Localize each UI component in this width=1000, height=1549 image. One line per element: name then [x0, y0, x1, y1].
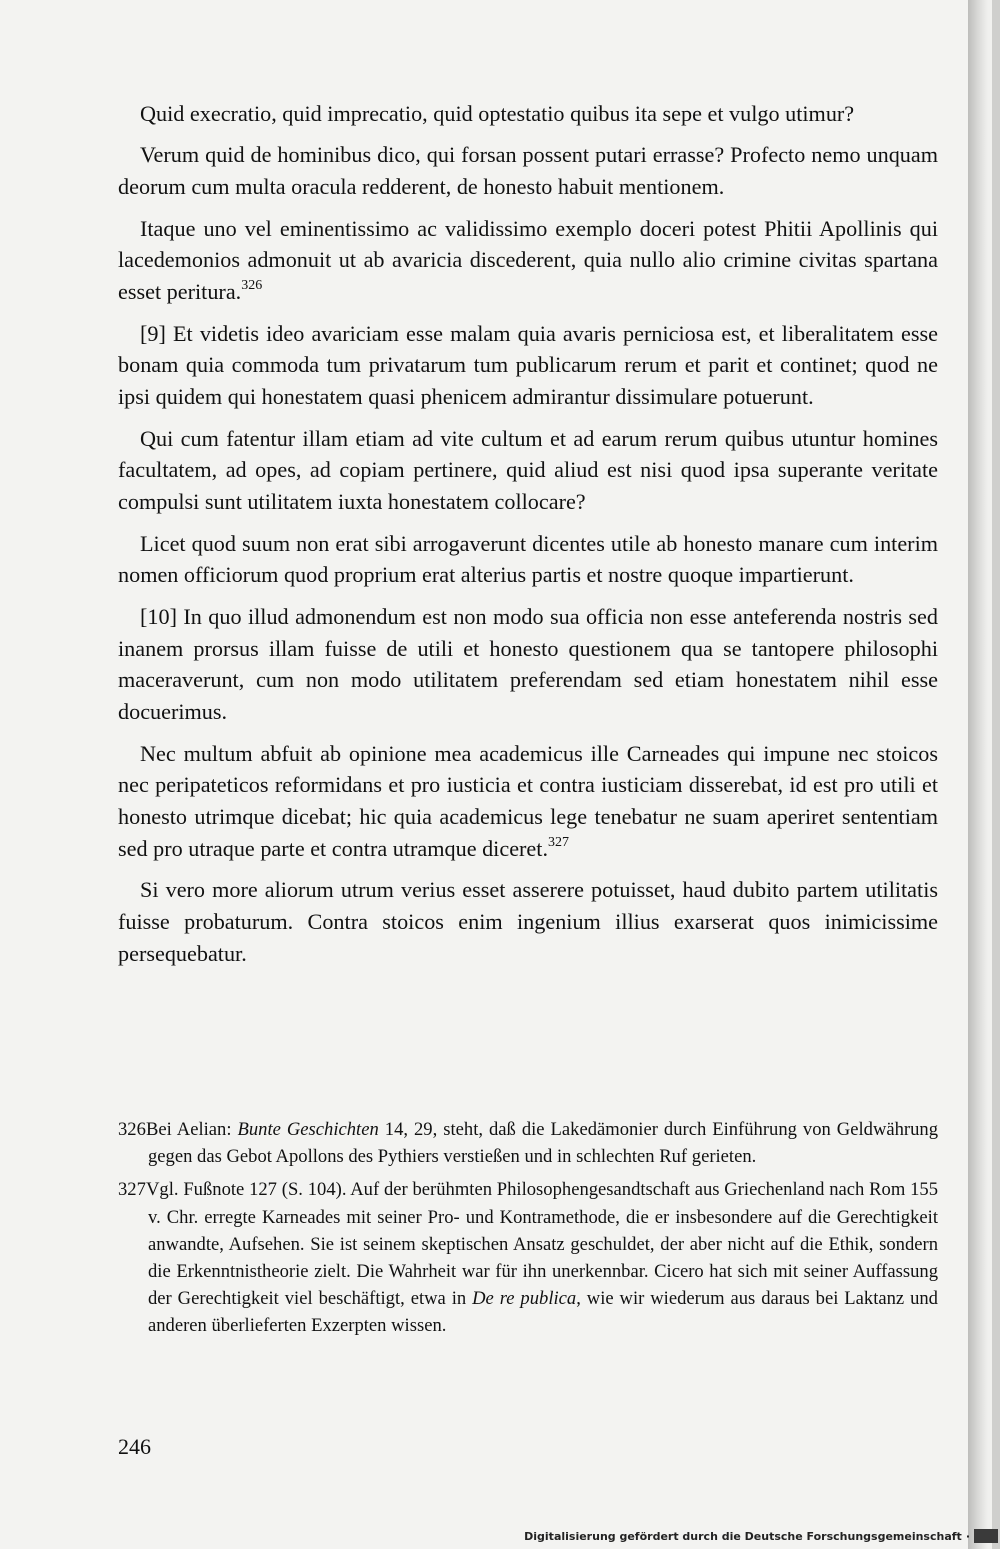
footnote-number: 327 — [118, 1179, 146, 1201]
page-number: 246 — [118, 1434, 151, 1459]
footnote — [118, 1116, 938, 1170]
paragraph-text: Qui cum fatentur illam etiam ad vite cultum et ad earum rerum quibus utuntur homines facultatem, ad opes, ad copiam pertinere, quid aliud est nisi quod ipsa superante veritate compulsi sunt utilitatem iuxta honestatem collocare? — [118, 425, 938, 515]
paragraph — [118, 423, 938, 518]
paragraph-text: [9] Et videtis ideo avariciam esse malam quia avaris perniciosa est, et liberalitatem esse bonam quia commoda tum privatarum tum publicarum rerum et parit et continet; quod ne ipsi quidem qui honestatem quasi phenicem admirantur dissimulare potuerunt. — [118, 320, 938, 410]
footnote-reference[interactable]: 327 — [548, 834, 569, 850]
paragraph-text: Nec multum abfuit ab opinione mea academicus ille Carneades qui impune nec stoicos nec peripateticos reformidans et pro iusticia et contra iusticiam disserebat, id est pro utili et honesto utrimque dicebat; hic quia academicus lege tenebatur ne suam aperiret sententiam sed pro utraque parte et contra utramque diceret. — [118, 740, 938, 861]
paragraph — [118, 528, 938, 592]
footnote-title-italic: De re publica — [472, 1288, 577, 1310]
credit-separator: · — [965, 1529, 970, 1543]
paragraph — [118, 98, 938, 130]
paragraph-text: [10] In quo illud admonendum est non modo sua officia non esse anteferenda nostris sed inanem prorsus illam fuisse de utili et honesto questionem qua se tantopere philosophi maceraverunt, cum non modo utilitatem preferendam sed etiam honestatem nihil esse docuerimus. — [118, 603, 938, 725]
footnote-number: 326 — [118, 1119, 146, 1140]
footnotes — [118, 1116, 938, 1346]
footnote-text: Vgl. Fußnote 127 (S. 104). Auf der berühmten Philosophengesandtschaft aus Griechenland nach Rom 155 v. Chr. erregte Karneades mit seiner Pro- und Kontramethode, die er insbesondere auf die Gerechtigkeit anwandte, Aufsehen. Sie ist seinem skeptischen Ansatz geschuldet, der aber nicht auf die Ethik, sondern die Erkenntnistheorie zielt. Die Wahrheit war für ihn unerkennbar. Cicero hat sich mit seiner Auffassung der Gerechtigkeit viel beschäftigt, etwa in — [146, 1179, 938, 1310]
footnote-text: 14, 29, steht, daß die Lakedämonier durch Einführung von Geldwährung gegen das Gebot Apollons des Pythiers verstießen und in schlechten Ruf gerieten. — [148, 1119, 938, 1168]
footnote-text: , wie wir wiederum aus daraus bei Laktanz und anderen überlieferten Exzerpten wissen. — [148, 1288, 938, 1337]
footnote-text: Bei Aelian: — [146, 1119, 238, 1140]
paragraph — [118, 139, 938, 203]
footnote — [118, 1176, 938, 1339]
footnote-reference[interactable]: 326 — [241, 277, 263, 293]
paragraph — [118, 738, 938, 865]
paragraph — [118, 874, 938, 969]
paragraph-text: Quid execratio, quid imprecatio, quid optestatio quibus ita sepe et vulgo utimur? — [140, 101, 855, 126]
credit-text: Digitalisierung gefördert durch die Deutsche Forschungsgemeinschaft — [524, 1529, 962, 1543]
paragraph — [118, 601, 938, 728]
paragraph-text: Itaque uno vel eminentissimo ac validissimo exemplo doceri potest Phitii Apollinis qui lacedemonios admonuit ut ab avaricia discederent, quia nullo alio crimine civitas spartana esset peritura. — [118, 215, 938, 305]
paragraph-text: Si vero more aliorum utrum verius esset asserere potuisset, haud dubito partem utilitatis fuisse probaturum. Contra stoicos enim ingenium illius exarserat quos inimicissime persequebatur. — [118, 877, 938, 966]
book-edge — [992, 0, 1000, 1549]
paragraph — [118, 318, 938, 413]
main-text — [118, 98, 938, 979]
digitization-credit-bar — [524, 1525, 1000, 1547]
paragraph — [118, 213, 938, 308]
footnote-title-italic: Bunte Geschichten — [237, 1119, 379, 1140]
paragraph-text: Verum quid de hominibus dico, qui forsan possent putari errasse? Profecto nemo unquam deorum cum multa oracula redderent, de honesto habuit mentionem. — [118, 142, 938, 200]
dfg-logo-icon — [974, 1529, 998, 1543]
paragraph-text: Licet quod suum non erat sibi arrogaverunt dicentes utile ab honesto manare cum interim nomen officiorum quod proprium erat alterius partis et nostre quoque impartierunt. — [118, 530, 938, 588]
